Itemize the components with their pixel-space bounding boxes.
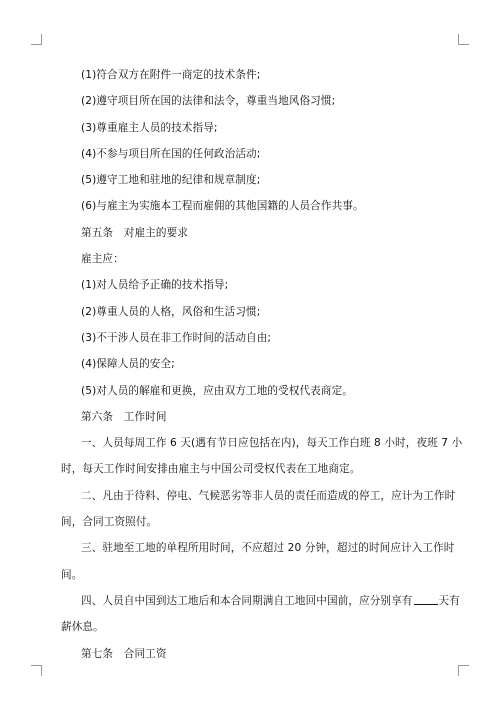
paragraph-line: 三、驻地至工地的单程所用时间，不应超过 20 分钟，超过的时间应计入工作时 — [81, 542, 455, 555]
paragraph-line: 间。 — [61, 568, 83, 581]
fill-in-blank[interactable] — [414, 594, 438, 605]
section-heading: 第七条 合同工资 — [81, 647, 167, 660]
paragraph-line: 间，合同工资照付。 — [61, 516, 158, 529]
clause-item: (3)不干涉人员在非工作时间的活动自由; — [81, 331, 272, 344]
paragraph-line: 薪休息。 — [61, 621, 104, 634]
clause-item: (2)遵守项目所在国的法律和法令，尊重当地风俗习惯; — [81, 95, 336, 108]
crop-mark-top-left — [31, 34, 42, 45]
crop-mark-bottom-right — [458, 665, 469, 676]
paragraph-text: 天有 — [438, 594, 460, 607]
paragraph-text: 四、人员自中国到达工地后和本合同期满自工地回中国前，应分别享有 — [81, 594, 413, 607]
section-heading: 第六条 工作时间 — [81, 410, 167, 423]
paragraph-line — [61, 588, 460, 614]
clause-item: (5)对人员的解雇和更换，应由双方工地的受权代表商定。 — [81, 384, 353, 397]
clause-item: (1)对人员给予正确的技术指导; — [81, 279, 229, 292]
clause-item: (6)与雇主为实施本工程而雇佣的其他国籍的人员合作共事。 — [81, 200, 364, 213]
clause-item: (5)遵守工地和驻地的纪律和规章制度; — [81, 174, 261, 187]
crop-mark-bottom-left — [31, 665, 42, 676]
clause-item: (2)尊重人员的人格，风俗和生活习惯; — [81, 305, 261, 318]
clause-item: (4)保障人员的安全; — [81, 358, 175, 371]
document-body — [61, 62, 463, 667]
paragraph: 雇主应： — [81, 253, 124, 266]
paragraph-line: 时，每天工作时间安排由雇主与中国公司受权代表在工地商定。 — [61, 463, 361, 476]
paragraph-line: 二、凡由于待料、停电、气候恶劣等非人员的责任而造成的停工，应计为工作时 — [81, 489, 456, 502]
section-heading: 第五条 对雇主的要求 — [81, 226, 188, 239]
paragraph-line: 一、人员每周工作 6 天(遇有节日应包括在内)，每天工作白班 8 小时，夜班 7 小 — [81, 437, 463, 450]
clause-item: (1)符合双方在附件一商定的技术条件; — [81, 69, 261, 81]
clause-item: (4)不参与项目所在国的任何政治活动; — [81, 147, 261, 160]
crop-mark-top-right — [458, 34, 469, 45]
clause-item: (3)尊重雇主人员的技术指导; — [81, 121, 218, 134]
